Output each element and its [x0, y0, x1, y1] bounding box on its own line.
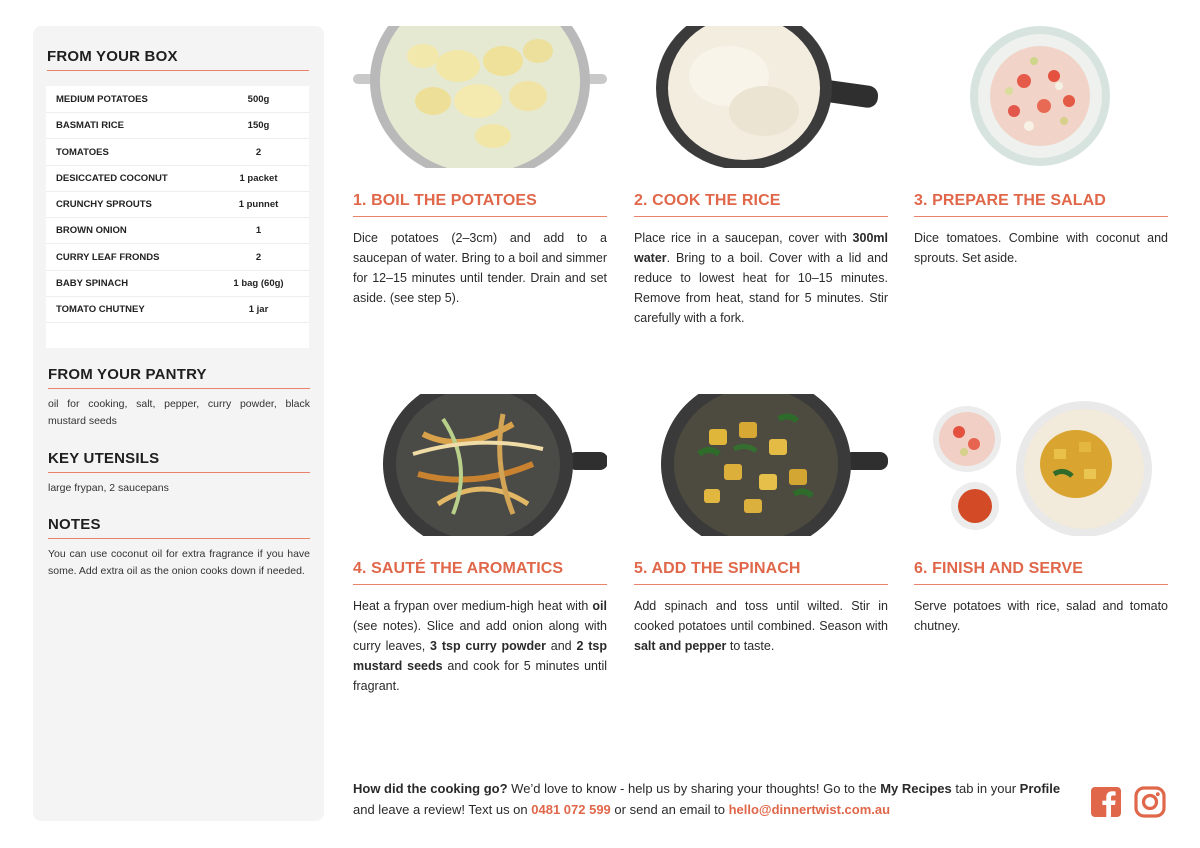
- ingredient-qty: 150g: [247, 119, 270, 131]
- footer-text: and leave a review! Text us on: [353, 802, 532, 817]
- step-1-photo: [353, 26, 607, 168]
- table-row: [46, 296, 309, 322]
- table-row: [46, 191, 309, 217]
- step-6-text-part: Serve potatoes with rice, salad and tomato chutney.: [914, 599, 1168, 633]
- table-row: [46, 270, 309, 296]
- ingredient-name: MEDIUM POTATOES: [56, 93, 148, 105]
- ingredient-name: TOMATOES: [56, 146, 109, 158]
- table-row: [46, 139, 309, 165]
- step-6-text: [914, 596, 1168, 636]
- step-5-text-part: to taste.: [726, 639, 775, 653]
- step-4-photo: [353, 394, 607, 536]
- ingredient-qty: 1 jar: [248, 303, 269, 315]
- notes-heading: NOTES: [48, 516, 310, 539]
- notes-text: You can use coconut oil for extra fragrance if you have some. Add extra oil as the onion cooks down if needed.: [48, 548, 310, 577]
- ingredient-name: TOMATO CHUTNEY: [56, 303, 145, 315]
- table-row: [46, 244, 309, 270]
- facebook-icon[interactable]: [1090, 786, 1122, 818]
- footer-text: or send an email to: [610, 802, 729, 817]
- footer-text: tab in your: [951, 781, 1020, 796]
- step-4-text-bold: 2 tsp mustard seeds: [353, 639, 607, 673]
- step-4-text-part: and cook for 5 minutes until fragrant.: [353, 659, 608, 693]
- row-divider: [46, 322, 309, 323]
- step-1-title: 1. BOIL THE POTATOES: [353, 192, 607, 217]
- ingredient-name: CRUNCHY SPROUTS: [56, 198, 152, 210]
- step-5-text-bold: salt and pepper: [634, 639, 727, 653]
- from-your-box-heading: FROM YOUR BOX: [47, 48, 309, 71]
- step-2-photo: [634, 26, 888, 168]
- step-2-text-part: Place rice in a saucepan, cover with: [634, 231, 853, 245]
- ingredient-name: DESICCATED COCONUT: [56, 172, 168, 184]
- ingredient-qty: 500g: [247, 93, 270, 105]
- phone-link[interactable]: 0481 072 599: [531, 802, 611, 817]
- from-your-pantry-heading: FROM YOUR PANTRY: [48, 366, 310, 389]
- step-3-photo: [914, 26, 1168, 168]
- step-4-text-part: Heat a frypan over medium-high heat with: [353, 599, 593, 613]
- footer-question: How did the cooking go?: [353, 781, 508, 796]
- step-4-text-bold: oil: [592, 599, 607, 613]
- table-row: [46, 165, 309, 191]
- step-3-title: 3. PREPARE THE SALAD: [914, 192, 1168, 217]
- pantry-text: oil for cooking, salt, pepper, curry powder, black mustard seeds: [48, 398, 310, 427]
- key-utensils-heading: KEY UTENSILS: [48, 450, 310, 473]
- ingredient-name: BROWN ONION: [56, 224, 127, 236]
- step-2-text-bold: 300ml water: [634, 231, 888, 265]
- ingredients-sidebar: [33, 26, 324, 821]
- step-2-title: 2. COOK THE RICE: [634, 192, 888, 217]
- step-6-photo: [914, 394, 1168, 536]
- ingredient-qty: 1 bag (60g): [233, 277, 284, 289]
- ingredient-name: BABY SPINACH: [56, 277, 129, 289]
- table-row: [46, 112, 309, 138]
- ingredient-qty: 2: [255, 251, 262, 263]
- ingredient-qty: 1 packet: [239, 172, 278, 184]
- step-4-title: 4. SAUTÉ THE AROMATICS: [353, 560, 607, 585]
- step-1-text: [353, 228, 607, 308]
- step-4-text-bold: 3 tsp curry powder: [430, 639, 546, 653]
- ingredient-name: BASMATI RICE: [56, 119, 124, 131]
- step-5-text: [634, 596, 888, 656]
- instagram-icon[interactable]: [1134, 786, 1166, 818]
- feedback-footer: [353, 778, 1073, 820]
- ingredient-qty: 1: [255, 224, 262, 236]
- email-link[interactable]: hello@dinnertwist.com.au: [728, 802, 891, 817]
- step-4-text-part: and: [545, 639, 577, 653]
- utensils-text: large frypan, 2 saucepans: [48, 482, 169, 494]
- step-6-title: 6. FINISH AND SERVE: [914, 560, 1168, 585]
- step-2-text: [634, 228, 888, 328]
- table-row: [46, 86, 309, 112]
- my-recipes-link[interactable]: My Recipes: [880, 781, 952, 796]
- ingredient-qty: 2: [255, 146, 262, 158]
- profile-link[interactable]: Profile: [1019, 781, 1061, 796]
- step-3-text-part: Dice tomatoes. Combine with coconut and sprouts. Set aside.: [914, 231, 1168, 265]
- footer-text: We’d love to know - help us by sharing your thoughts! Go to the: [507, 781, 881, 796]
- step-3-text: [914, 228, 1168, 268]
- step-4-text-part: (see notes). Slice and add onion along with curry leaves,: [353, 619, 607, 653]
- step-1-text-part: Dice potatoes (2–3cm) and add to a saucepan of water. Bring to a boil and simmer for 12–15 minutes until tender. Drain and set aside. (see step 5).: [353, 231, 607, 305]
- ingredient-name: CURRY LEAF FRONDS: [56, 251, 160, 263]
- step-5-text-part: Add spinach and toss until wilted. Stir in cooked potatoes until combined. Season with: [634, 599, 888, 633]
- step-5-photo: [634, 394, 888, 536]
- ingredient-qty: 1 punnet: [238, 198, 279, 210]
- step-5-title: 5. ADD THE SPINACH: [634, 560, 888, 585]
- ingredients-table: [46, 86, 309, 348]
- table-row: [46, 217, 309, 243]
- step-4-text: [353, 596, 607, 696]
- step-2-text-part: . Bring to a boil. Cover with a lid and reduce to lowest heat for 10–15 minutes. Remove from heat, stand for 5 minutes. Stir carefully with a fork.: [634, 251, 888, 325]
